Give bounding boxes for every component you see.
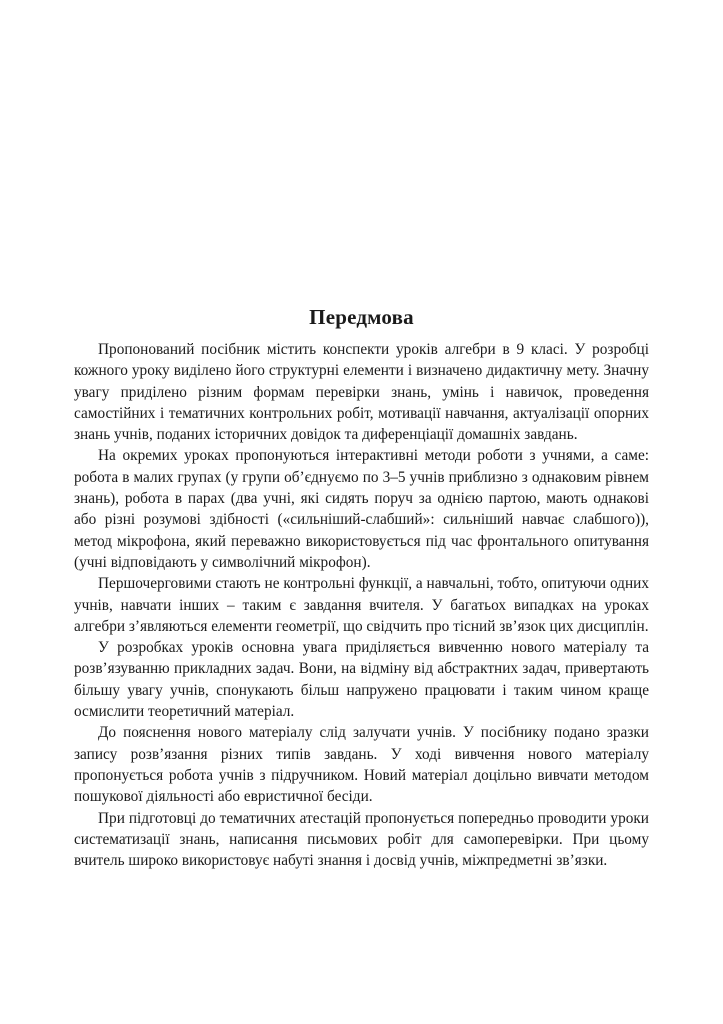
paragraph-6: При підготовці до тематичних атестацій пропонується попередньо проводити уроки систематизації знань, написання письмових робіт для самоперевірки. При цьому вчитель широко використовує набуті знання і досвід учнів, міжпредметні зв’язки. — [74, 809, 649, 870]
paragraph-3: Першочерговими стають не контрольні функції, а навчальні, тобто, опитуючи одних учнів, навчати інших – таким є завдання вчителя. У багатьох випадках на уроках алгебри з’являються елементи геометрії, що свідчить про тісний зв’язок цих дисциплін. — [74, 575, 649, 635]
paragraph-5: До пояснення нового матеріалу слід залучати учнів. У посібнику подано зразки запису розв’язання різних типів завдань. У ході вивчення нового матеріалу пропонується робота учнів з підручником. Новий матеріал доцільно вивчати методом пошукової діяльності або евристичної бесіди. — [74, 724, 649, 806]
paragraph-2: На окремих уроках пропонуються інтерактивні методи роботи з учнями, а саме: робота в малих групах (у групи об’єднуємо по 3–5 учнів приблизно з однаковим рівнем знань), робота в парах (два учні, які сидять поруч за однією партою, мають однакові або різні розумові здібності («сильніший-слабший»: сильніший навчає слабшого)), метод мікрофона, який переважно використовується під час фронтального опитування (учні відповідають у символічний мікрофон). — [74, 447, 649, 571]
paragraph-4: У розробках уроків основна увага приділяється вивченню нового матеріалу та розв’язуванню прикладних задач. Вони, на відміну від абстрактних задач, привертають більшу увагу учнів, спонукають більш напружено працювати і таким чином краще осмислити теоретичний матеріал. — [74, 639, 649, 721]
page-content — [74, 304, 649, 871]
page-title: Передмова — [309, 305, 414, 329]
paragraph-1: Пропонований посібник містить конспекти уроків алгебри в 9 класі. У розробці кожного уроку виділено його структурні елементи і визначено дидактичну мету. Значну увагу приділено різним формам перевірки знань, умінь і навичок, проведення самостійних і тематичних контрольних робіт, мотивації навчання, актуалізації опорних знань учнів, поданих історичних довідок та диференціації домашніх завдань. — [74, 341, 649, 444]
